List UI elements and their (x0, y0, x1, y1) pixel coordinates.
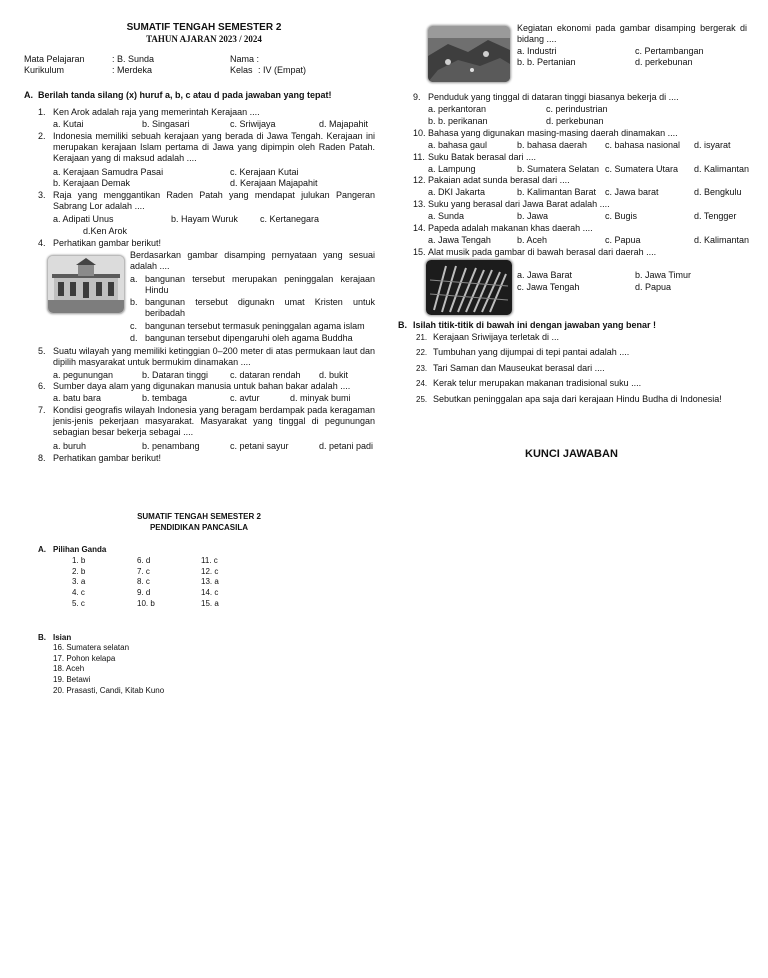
mosque-image (47, 255, 125, 314)
q9-option-d: d. perkebunan (546, 116, 604, 126)
q1-option-a: a. Kutai (53, 119, 84, 129)
key-isian-list (53, 643, 164, 697)
q3-option-a: a. Adipati Unus (53, 214, 114, 224)
q25-number: 25. (416, 395, 428, 404)
q7-number: 7. (38, 405, 46, 415)
q23-text: Tari Saman dan Mauseukat berasal dari .... (433, 363, 605, 373)
section-a-letter: A. (24, 90, 33, 100)
q9-text: Penduduk yang tinggal di dataran tinggi biasanya bekerja di .... (428, 92, 679, 102)
q13-option-b: b. Jawa (517, 211, 549, 221)
q6-option-c: c. avtur (230, 393, 260, 403)
key-column-3 (201, 556, 219, 610)
q5-option-d: d. bukit (319, 370, 349, 380)
q2-option-d: d. Kerajaan Majapahit (230, 178, 318, 188)
q4-number: 4. (38, 238, 46, 248)
section-b-title: Isilah titik-titik di bawah ini dengan jawaban yang benar ! (413, 320, 657, 330)
key-answer: 1. b (72, 556, 86, 565)
q14-option-c: c. Papua (605, 235, 641, 245)
q7-option-c: c. petani sayur (230, 441, 289, 451)
name-label: Nama : (230, 54, 260, 64)
q5-option-b: b. Dataran tinggi (142, 370, 209, 380)
key-answer: 2. b (72, 566, 86, 576)
q11-option-a: a. Lampung (428, 164, 476, 174)
q15-text: Alat musik pada gambar di bawah berasal dari daerah .... (428, 247, 657, 257)
q12-option-a: a. DKI Jakarta (428, 187, 486, 197)
q7-text: Kondisi geografis wilayah Indonesia yang beragam berdampak pada keragaman jenis-jenis pekerjaan masyarakat. Masyarakat yang tinggal di pegunungan sebagian besar bekerja sebagai .... (53, 405, 375, 437)
subject-label: Mata Pelajaran (24, 54, 85, 64)
q2-number: 2. (38, 131, 46, 141)
q4-lead: Berdasarkan gambar disamping pernyataan yang sesuai adalah .... (130, 250, 375, 271)
q11-option-b: b. Sumatera Selatan (517, 164, 600, 174)
q14-option-b: b. Aceh (517, 235, 548, 245)
q8-option-a: a. Industri (517, 46, 557, 56)
q2-option-b: b. Kerajaan Demak (53, 178, 131, 188)
q12-option-c: c. Jawa barat (605, 187, 659, 197)
key-b-letter: B. (38, 633, 46, 642)
key-isian-item: 18. Aceh (53, 664, 85, 674)
q5-text: Suatu wilayah yang memiliki ketinggian 0–200 meter di atas permukaan laut dan dipilih masyarakat untuk bermukim dinamakan .... (53, 346, 375, 367)
class-value: : IV (Empat) (258, 65, 307, 75)
key-isian-item: 19. Betawi (53, 675, 91, 685)
q22-text: Tumbuhan yang dijumpai di tepi pantai adalah .... (433, 347, 630, 357)
key-answer: 9. d (137, 588, 151, 598)
q11-option-d: d. Kalimantan (694, 164, 750, 174)
subject-value: : B. Sunda (112, 54, 155, 64)
q13-option-d: d. Tengger (694, 211, 737, 221)
section-b-letter: B. (398, 320, 407, 330)
key-subject: PENDIDIKAN PANCASILA (149, 523, 249, 532)
q14-text: Papeda adalah makanan khas daerah .... (428, 223, 593, 233)
q15-option-c: c. Jawa Tengah (517, 282, 580, 292)
q15-number: 15. (413, 247, 426, 257)
q10-option-b: b. bahasa daerah (517, 140, 588, 150)
q3-option-d: d.Ken Arok (83, 226, 128, 236)
angklung-image (425, 259, 513, 316)
q8-option-d: d. perkebunan (635, 57, 693, 67)
q8-option-c: c. Pertambangan (635, 46, 704, 56)
key-answer: 5. c (72, 598, 85, 608)
mosque-illustration (48, 256, 124, 313)
q7-option-d: d. petani padi (319, 441, 374, 451)
q15-option-b: b. Jawa Timur (635, 270, 692, 280)
q21-text: Kerajaan Sriwijaya terletak di ... (433, 332, 560, 342)
q11-option-c: c. Sumatera Utara (605, 164, 679, 174)
q21-number: 21. (416, 333, 428, 342)
q10-text: Bahasa yang digunakan masing-masing daerah dinamakan .... (428, 128, 678, 138)
q4-option-b-letter: b. (130, 297, 138, 307)
key-isian-item: 16. Sumatera selatan (53, 643, 130, 652)
q10-number: 10. (413, 128, 426, 138)
q13-number: 13. (413, 199, 426, 209)
key-exam-title: SUMATIF TENGAH SEMESTER 2 (137, 512, 261, 521)
q14-option-d: d. Kalimantan (694, 235, 750, 245)
q13-text: Suku yang berasal dari Jawa Barat adalah .... (428, 199, 610, 209)
school-year: TAHUN AJARAN 2023 / 2024 (146, 34, 262, 44)
q8-text: Perhatikan gambar berikut! (53, 453, 162, 463)
mining-illustration (428, 26, 510, 82)
q2-option-c: c. Kerajaan Kutai (230, 167, 299, 177)
q7-option-b: b. penambang (142, 441, 200, 451)
key-answer: 15. a (201, 598, 219, 608)
q11-text: Suku Batak berasal dari .... (428, 152, 537, 162)
q6-option-a: a. batu bara (53, 393, 102, 403)
q1-text: Ken Arok adalah raja yang memerintah Kerajaan .... (53, 107, 260, 117)
q6-text: Sumber daya alam yang digunakan manusia untuk bahan bakar adalah .... (53, 381, 351, 391)
q14-option-a: a. Jawa Tengah (428, 235, 491, 245)
q8-number: 8. (38, 453, 46, 463)
q12-number: 12. (413, 175, 426, 185)
key-answer: 14. c (201, 588, 219, 598)
q4-text: Perhatikan gambar berikut! (53, 238, 162, 248)
answer-key-title: KUNCI JAWABAN (525, 448, 618, 460)
key-isian-item: 20. Prasasti, Candi, Kitab Kuno (53, 685, 165, 695)
section-a-title: Berilah tanda silang (x) huruf a, b, c atau d pada jawaban yang tepat! (38, 90, 332, 100)
key-b-title: Isian (53, 633, 72, 642)
curriculum-label: Kurikulum (24, 65, 65, 75)
q9-number: 9. (413, 92, 421, 102)
q4-option-c-letter: c. (130, 321, 138, 331)
q4-option-d: bangunan tersebut dipengaruhi oleh agama Buddha (145, 333, 353, 343)
q11-number: 11. (413, 152, 425, 162)
q15-option-a: a. Jawa Barat (517, 270, 573, 280)
q2-option-a: a. Kerajaan Samudra Pasai (53, 167, 164, 177)
q12-text: Pakaian adat sunda berasal dari .... (428, 175, 570, 185)
q13-option-a: a. Sunda (428, 211, 465, 221)
q4-option-a: bangunan tersebut merupakan peninggalan kerajaan Hindu (145, 274, 375, 295)
q6-option-d: d. minyak bumi (290, 393, 351, 403)
key-answer: 6. d (137, 556, 151, 565)
q10-option-a: a. bahasa gaul (428, 140, 488, 150)
q9-option-b: b. b. perikanan (428, 116, 488, 126)
key-column-1 (72, 556, 85, 610)
q3-number: 3. (38, 190, 46, 200)
q9-option-a: a. perkantoran (428, 104, 487, 114)
key-isian-item: 17. Pohon kelapa (53, 653, 116, 663)
q24-text: Kerak telur merupakan makanan tradisional suku .... (433, 378, 642, 388)
key-answer: 10. b (137, 598, 155, 608)
key-answer: 13. a (201, 577, 219, 587)
q2-text: Indonesia memiliki sebuah kerajaan yang berada di Jawa Tengah. Kerajaan ini merupakan kerajaan Islam pertama di Jawa yang dipimpin oleh Raden Patah. Kerajaan yang di maksud adalah .... (53, 131, 375, 163)
q8-option-b: b. b. Pertanian (517, 57, 576, 67)
q1-option-c: c. Sriwijaya (230, 119, 276, 129)
q3-option-b: b. Hayam Wuruk (171, 214, 238, 224)
key-answer: 3. a (72, 577, 86, 587)
exam-title: SUMATIF TENGAH SEMESTER 2 (126, 22, 282, 33)
key-answer: 7. c (137, 566, 150, 576)
q5-option-c: c. dataran rendah (230, 370, 301, 380)
q8-right-text: Kegiatan ekonomi pada gambar disamping bergerak di bidang .... (517, 23, 747, 44)
q25-text: Sebutkan peninggalan apa saja dari kerajaan Hindu Budha di Indonesia! (433, 394, 722, 404)
q9-option-c: c. perindustrian (546, 104, 608, 114)
q1-number: 1. (38, 107, 46, 117)
q10-option-d: d. isyarat (694, 140, 731, 150)
key-column-2 (137, 556, 155, 610)
key-answer: 8. c (137, 577, 150, 587)
key-answer: 11. c (201, 556, 218, 565)
q4-option-c: bangunan tersebut termasuk peninggalan agama islam (145, 321, 365, 331)
q6-number: 6. (38, 381, 46, 391)
q5-option-a: a. pegunungan (53, 370, 114, 380)
q3-option-c: c. Kertanegara (260, 214, 320, 224)
q4-option-d-letter: d. (130, 333, 138, 343)
q1-option-d: d. Majapahit (319, 119, 369, 129)
key-answer: 12. c (201, 566, 219, 576)
q15-option-d: d. Papua (635, 282, 672, 292)
q13-option-c: c. Bugis (605, 211, 638, 221)
curriculum-value: : Merdeka (112, 65, 153, 75)
class-label: Kelas (230, 65, 253, 75)
q23-number: 23. (416, 364, 428, 373)
q10-option-c: c. bahasa nasional (605, 140, 681, 150)
q22-number: 22. (416, 348, 428, 357)
q5-number: 5. (38, 346, 46, 356)
angklung-illustration (426, 260, 512, 315)
key-a-letter: A. (38, 545, 46, 554)
economic-activity-image (427, 25, 511, 83)
key-a-title: Pilihan Ganda (53, 545, 107, 554)
q4-option-a-letter: a. (130, 274, 138, 284)
q12-option-d: d. Bengkulu (694, 187, 742, 197)
q1-option-b: b. Singasari (142, 119, 190, 129)
q14-number: 14. (413, 223, 426, 233)
q3-text: Raja yang menggantikan Raden Patah yang mendapat julukan Pangeran Sabrang Lor adalah .... (53, 190, 375, 211)
key-answer: 4. c (72, 588, 85, 598)
q24-number: 24. (416, 379, 428, 388)
q4-option-b: bangunan tersebut digunakn umat Kristen untuk beribadah (145, 297, 375, 318)
q12-option-b: b. Kalimantan Barat (517, 187, 597, 197)
q7-option-a: a. buruh (53, 441, 87, 451)
q6-option-b: b. tembaga (142, 393, 188, 403)
